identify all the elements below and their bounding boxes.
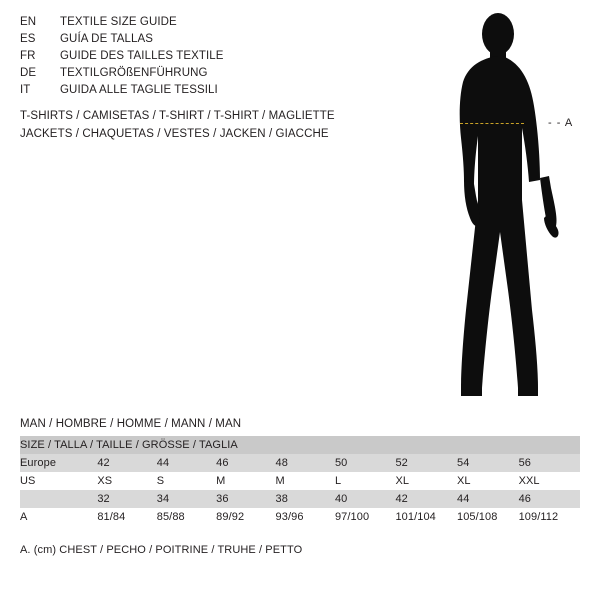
cell-value: 48	[276, 454, 335, 472]
cell-value: 42	[395, 490, 457, 508]
table-header-row	[20, 436, 580, 454]
cell-value: 38	[276, 490, 335, 508]
language-code: EN	[20, 16, 37, 28]
cell-value: 32	[97, 490, 156, 508]
cell-value: S	[157, 472, 216, 490]
chest-measure-label: - - A	[548, 117, 574, 129]
table-row	[20, 490, 580, 508]
cell-value: XL	[457, 472, 519, 490]
cell-value: XL	[395, 472, 457, 490]
cell-value: 46	[519, 490, 580, 508]
cell-value: 46	[216, 454, 275, 472]
row-label: Europe	[20, 454, 97, 472]
language-code: DE	[20, 67, 37, 79]
cell-value: 56	[519, 454, 580, 472]
cell-value: M	[276, 472, 335, 490]
language-text: TEXTILGRÖßENFÜHRUNG	[60, 67, 208, 79]
row-label: US	[20, 472, 97, 490]
size-table	[20, 436, 580, 526]
chest-measure-line	[460, 123, 524, 124]
cell-value: 42	[97, 454, 156, 472]
table-row	[20, 454, 580, 472]
cell-value: 109/112	[519, 508, 580, 526]
cell-value: 50	[335, 454, 395, 472]
language-text: TEXTILE SIZE GUIDE	[60, 16, 177, 28]
table-row	[20, 472, 580, 490]
male-silhouette-icon	[430, 10, 570, 405]
garment-line-tshirts: T-SHIRTS / CAMISETAS / T-SHIRT / T-SHIRT / MAGLIETTE	[20, 110, 335, 122]
row-label: A	[20, 508, 97, 526]
language-row	[20, 50, 380, 67]
cell-value: 93/96	[276, 508, 335, 526]
language-code: IT	[20, 84, 31, 96]
language-text: GUIDA ALLE TAGLIE TESSILI	[60, 84, 218, 96]
cell-value: 40	[335, 490, 395, 508]
language-code: FR	[20, 50, 36, 62]
cell-value: 97/100	[335, 508, 395, 526]
table-header-label: SIZE / TALLA / TAILLE / GRÖSSE / TAGLIA	[20, 436, 580, 454]
cell-value: 44	[457, 490, 519, 508]
language-text: GUIDE DES TAILLES TEXTILE	[60, 50, 224, 62]
cell-value: 85/88	[157, 508, 216, 526]
cell-value: 44	[157, 454, 216, 472]
cell-value: 34	[157, 490, 216, 508]
cell-value: 101/104	[395, 508, 457, 526]
language-text: GUÍA DE TALLAS	[60, 33, 154, 45]
garment-category-block	[20, 110, 440, 146]
language-code: ES	[20, 33, 36, 45]
cell-value: 54	[457, 454, 519, 472]
language-row	[20, 84, 380, 101]
language-row	[20, 16, 380, 33]
size-table-section	[20, 418, 580, 526]
cell-value: 36	[216, 490, 275, 508]
cell-value: XXL	[519, 472, 580, 490]
cell-value: L	[335, 472, 395, 490]
language-header-block	[20, 16, 380, 101]
cell-value: M	[216, 472, 275, 490]
table-row	[20, 508, 580, 526]
cell-value: 105/108	[457, 508, 519, 526]
cell-value: 52	[395, 454, 457, 472]
cell-value: 81/84	[97, 508, 156, 526]
table-title: MAN / HOMBRE / HOMME / MANN / MAN	[20, 418, 242, 430]
language-row	[20, 33, 380, 50]
row-label	[20, 490, 97, 508]
garment-line-jackets: JACKETS / CHAQUETAS / VESTES / JACKEN / GIACCHE	[20, 128, 329, 140]
cell-value: 89/92	[216, 508, 275, 526]
table-footnote: A. (cm) CHEST / PECHO / POITRINE / TRUHE / PETTO	[20, 544, 303, 556]
language-row	[20, 67, 380, 84]
cell-value: XS	[97, 472, 156, 490]
figure-illustration	[400, 10, 600, 410]
